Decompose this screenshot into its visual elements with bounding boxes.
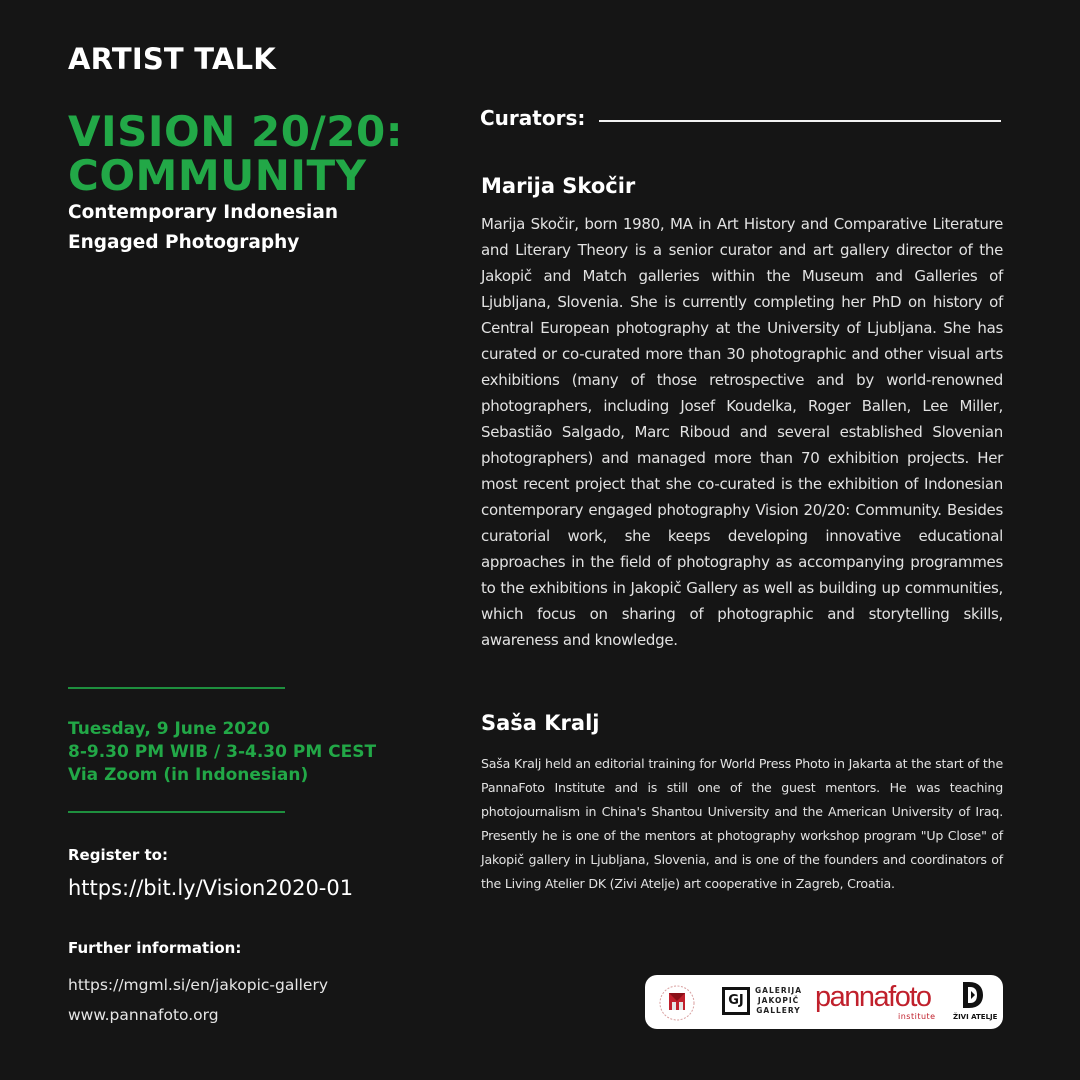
pannafoto-logo: pannafoto	[815, 981, 931, 1013]
galerija-jakopic-logo-icon: GJ	[722, 987, 750, 1015]
register-link[interactable]: https://bit.ly/Vision2020-01	[68, 876, 354, 900]
partner-logos-bar	[645, 975, 1003, 1029]
dk-logo-icon	[959, 980, 985, 1010]
event-time: 8-9.30 PM WIB / 3-4.30 PM CEST	[68, 742, 377, 762]
event-subtitle-line-2: Engaged Photography	[68, 232, 300, 253]
curator-bio-marija: Marija Skočir, born 1980, MA in Art History and Comparative Literature and Literary Theory is a senior curator and art gallery director of the Jakopič and Match galleries within the Museum and Galleries of Ljubljana, Slovenia. She is currently completing her PhD on history of Central European photography at the University of Ljubljana. She has curated or co-curated more than 30 photographic and other visual arts exhibitions (many of those retrospective and by world-renowned photographers, including Josef Koudelka, Roger Ballen, Lee Miller, Sebastião Salgado, Marc Riboud and several established Slovenian photographers) and managed more than 70 exhibition projects. Her most recent project that she co-curated is the exhibition of Indonesian contemporary engaged photography Vision 20/20: Community. Besides curatorial work, she keeps developing innovative educational approaches in the field of photography as accompanying programmes to the exhibitions in Jakopič Gallery as well as building up communities, which focus on sharing of photographic and storytelling skills, awareness and knowledge.	[481, 215, 1003, 649]
further-info-label: Further information:	[68, 939, 242, 957]
galerija-jakopic-wordmark: GALERIJA JAKOPIČ GALLERY	[755, 986, 803, 1015]
event-title-line-2: COMMUNITY	[68, 151, 367, 200]
event-subtitle-line-1: Contemporary Indonesian	[68, 202, 339, 223]
mgml-seal-logo-icon	[658, 984, 696, 1022]
event-type-label: ARTIST TALK	[68, 42, 276, 76]
divider-bottom	[68, 811, 285, 813]
curators-heading: Curators:	[480, 106, 586, 130]
divider-top	[68, 687, 285, 689]
pannafoto-logo-sub: institute	[898, 1012, 936, 1021]
info-link-gallery[interactable]: https://mgml.si/en/jakopic-gallery	[68, 976, 329, 994]
event-title-line-1: VISION 20/20:	[68, 107, 404, 156]
curator-name-sasa: Saša Kralj	[481, 711, 600, 735]
info-link-pannafoto[interactable]: www.pannafoto.org	[68, 1006, 219, 1024]
curators-divider	[599, 120, 1001, 122]
curator-bio-sasa: Saša Kralj held an editorial training for World Press Photo in Jakarta at the start of the PannaFoto Institute and is still one of the guest mentors. He was teaching photojournalism in China's Shantou University and the American University of Iraq. Presently he is one of the mentors at photography workshop program "Up Close" of Jakopič gallery in Ljubljana, Slovenia, and is one of the founders and coordinators of the Living Atelier DK (Zivi Atelje) art cooperative in Zagreb, Croatia.	[481, 756, 1003, 891]
event-date: Tuesday, 9 June 2020	[68, 719, 270, 739]
zivi-atelje-wordmark: ŽIVI ATELJE	[953, 1013, 998, 1021]
event-venue: Via Zoom (in Indonesian)	[68, 765, 309, 785]
curator-name-marija: Marija Skočir	[481, 174, 636, 198]
register-label: Register to:	[68, 846, 168, 864]
